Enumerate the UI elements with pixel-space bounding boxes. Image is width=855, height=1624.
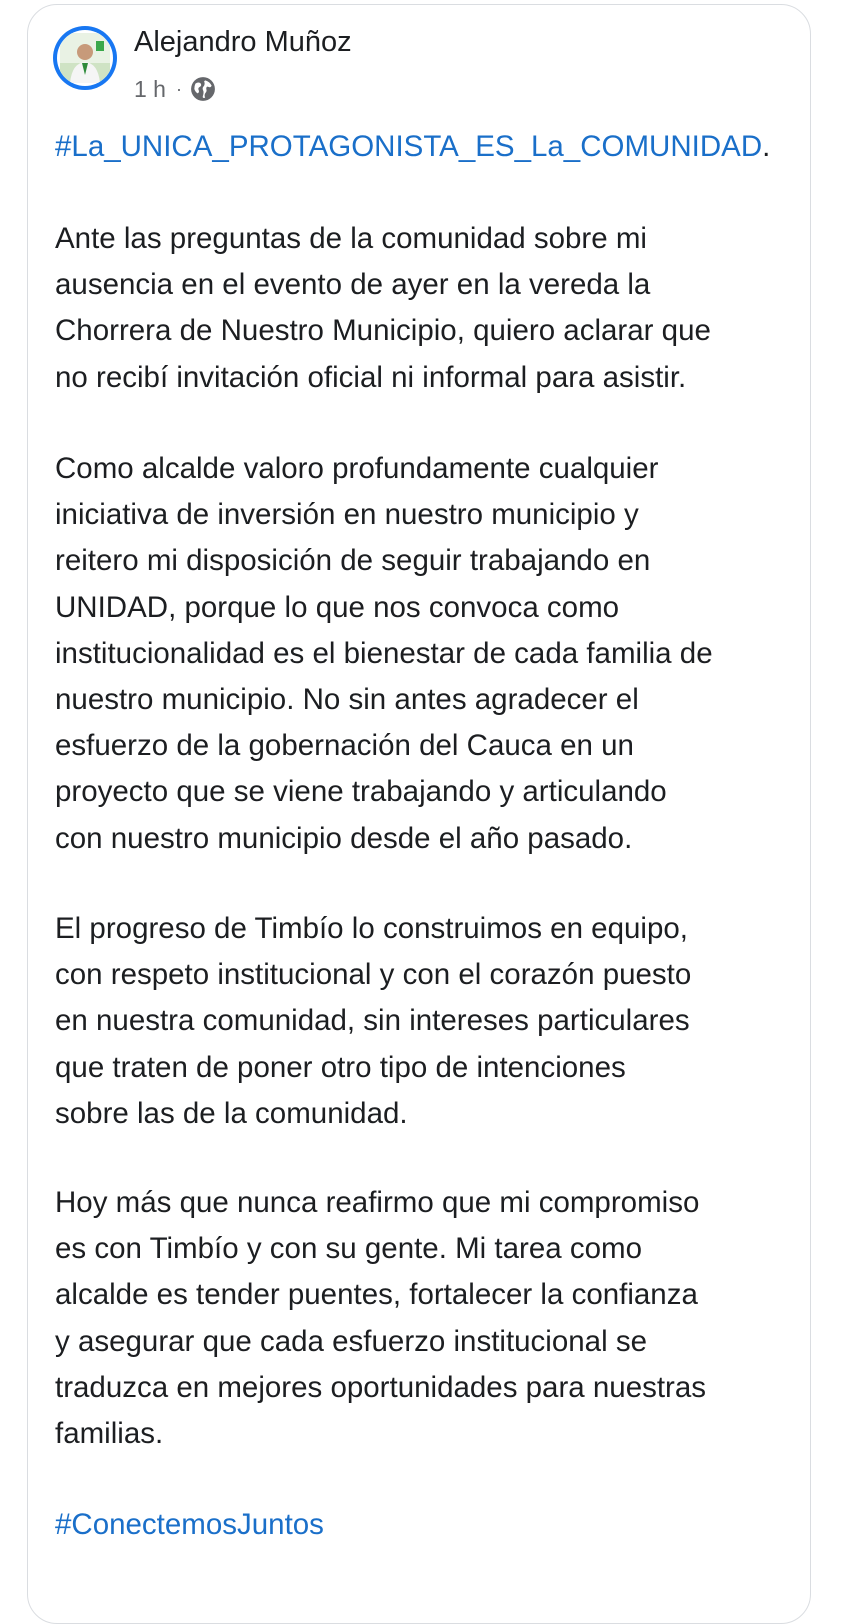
avatar-photo	[57, 30, 113, 86]
paragraph-line: familias.	[55, 1417, 164, 1451]
post-meta	[134, 72, 216, 106]
paragraph-line: alcalde es tender puentes, fortalecer la confianza	[55, 1278, 698, 1312]
paragraph-line: es con Timbío y con su gente. Mi tarea como	[55, 1232, 643, 1266]
hashtag-bottom-line	[55, 1502, 324, 1548]
paragraph-line: Ante las preguntas de la comunidad sobre mi	[55, 222, 647, 255]
meta-separator: ·	[175, 78, 182, 99]
paragraph-line: y asegurar que cada esfuerzo institucional se	[55, 1324, 647, 1358]
paragraph-line: en nuestra comunidad, sin intereses particulares	[55, 1004, 690, 1038]
hashtag-top-line	[55, 124, 770, 170]
author-name[interactable]: Alejandro Muñoz	[134, 26, 352, 58]
paragraph-line: sobre las de la comunidad.	[55, 1096, 408, 1130]
post-paragraph	[55, 906, 691, 1137]
post-header	[53, 22, 753, 102]
post-paragraph	[55, 446, 713, 862]
paragraph-line: institucionalidad es el bienestar de cada familia de	[55, 636, 713, 670]
paragraph-line: no recibí invitación oficial ni informal para asistir.	[55, 360, 687, 394]
paragraph-line: reitero mi disposición de seguir trabajando en	[55, 544, 651, 578]
post-time[interactable]: 1 h	[134, 75, 166, 102]
globe-icon[interactable]	[190, 76, 216, 102]
paragraph-line: traduzca en mejores oportunidades para nuestras	[55, 1370, 707, 1404]
paragraph-line: con respeto institucional y con el corazón puesto	[55, 958, 692, 992]
paragraph-line: Como alcalde valoro profundamente cualquier	[55, 452, 659, 485]
hashtag-link[interactable]: #La_UNICA_PROTAGONISTA_ES_La_COMUNIDAD	[55, 130, 763, 163]
paragraph-line: nuestro municipio. No sin antes agradecer el	[55, 683, 639, 717]
paragraph-line: ausencia en el evento de ayer en la vereda la	[55, 268, 651, 302]
post-paragraph	[55, 216, 711, 401]
paragraph-line: que traten de poner otro tipo de intenciones	[55, 1050, 626, 1084]
paragraph-line: Chorrera de Nuestro Municipio, quiero aclarar que	[55, 314, 711, 348]
paragraph-line: El progreso de Timbío lo construimos en equipo,	[55, 912, 688, 945]
paragraph-line: esfuerzo de la gobernación del Cauca en un	[55, 729, 634, 763]
paragraph-line: iniciativa de inversión en nuestro municipio y	[55, 498, 639, 532]
hashtag-punctuation: .	[762, 130, 771, 163]
paragraph-line: Hoy más que nunca reafirmo que mi compromiso	[55, 1186, 700, 1219]
author-avatar[interactable]	[53, 26, 117, 90]
profile-avatar-icon	[60, 33, 110, 83]
hashtag-link[interactable]: #ConectemosJuntos	[55, 1508, 324, 1541]
paragraph-line: proyecto que se viene trabajando y articulando	[55, 775, 667, 809]
paragraph-line: con nuestro municipio desde el año pasado.	[55, 821, 633, 855]
paragraph-line: UNIDAD, porque lo que nos convoca como	[55, 590, 620, 624]
post-paragraph	[55, 1180, 706, 1457]
